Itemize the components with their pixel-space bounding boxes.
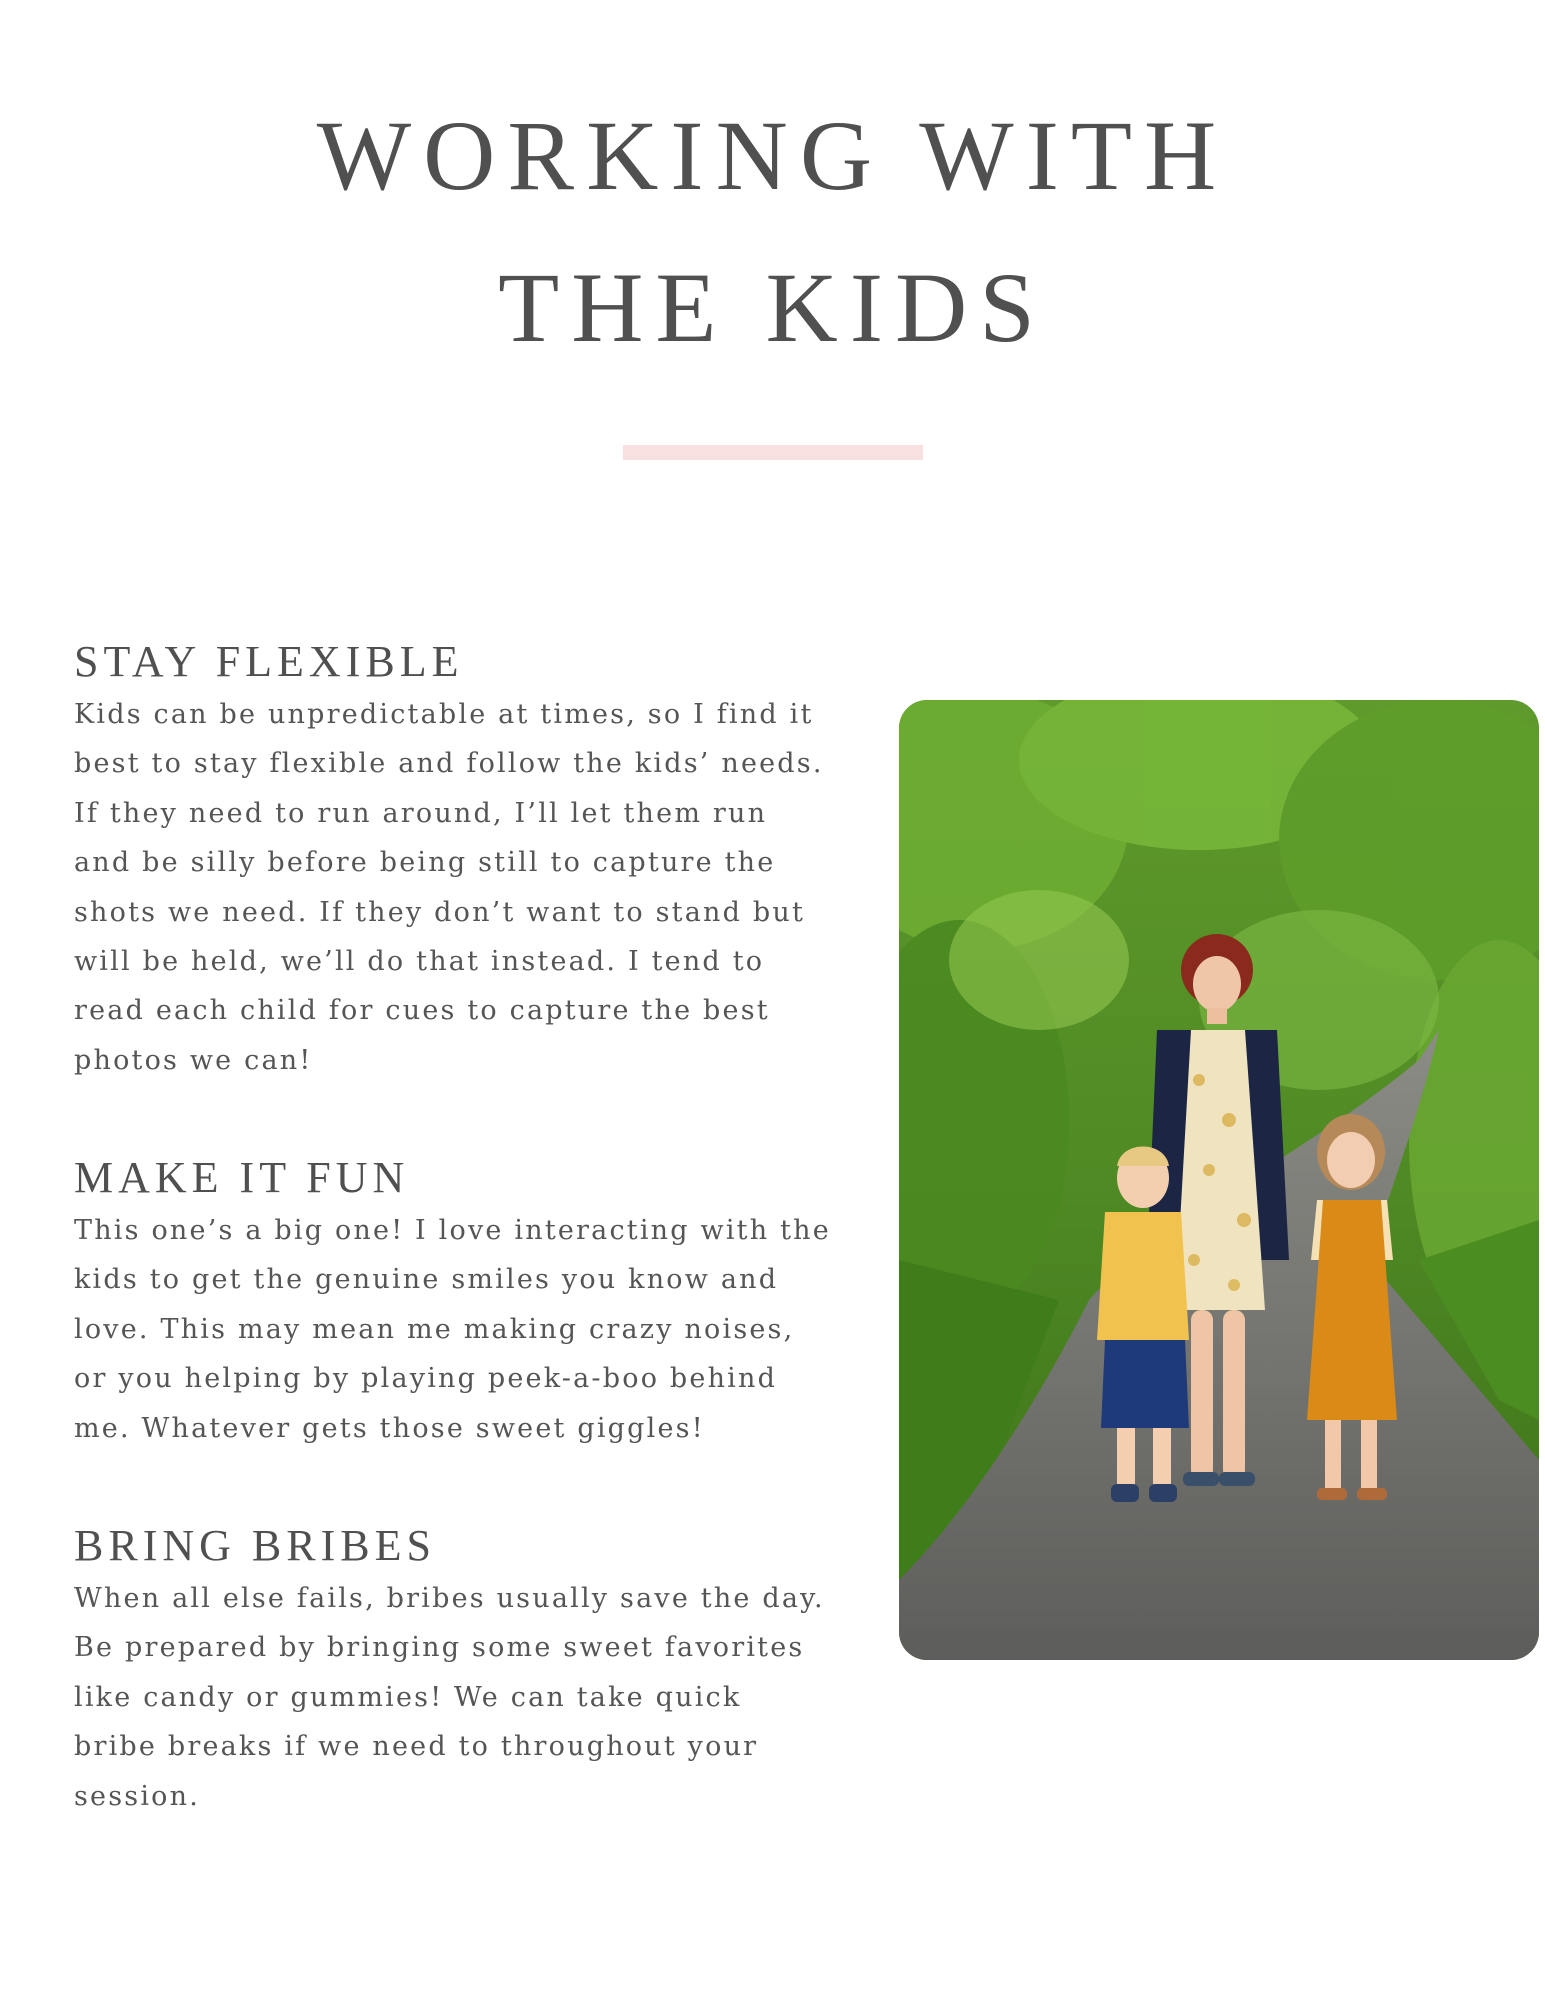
body-line: bribe breaks if we need to throughout your	[74, 1731, 759, 1763]
section-body	[74, 690, 854, 1085]
body-line: me. Whatever gets those sweet giggles!	[74, 1412, 705, 1444]
section-heading: BRING BRIBES	[74, 1521, 436, 1570]
body-line: This one’s a big one! I love interacting with the	[74, 1215, 831, 1246]
body-line: love. This may mean me making crazy noises,	[74, 1313, 795, 1345]
page-title-line-1: WORKING WITH	[316, 100, 1229, 211]
body-line: When all else fails, bribes usually save the day.	[74, 1583, 825, 1614]
body-line: and be silly before being still to capture the	[74, 847, 776, 879]
family-photo	[899, 700, 1539, 1660]
section-make-it-fun	[74, 1150, 854, 1453]
body-line: Be prepared by bringing some sweet favorites	[74, 1632, 805, 1664]
body-line: best to stay flexible and follow the kids’ needs.	[74, 748, 824, 780]
body-line: shots we need. If they don’t want to stand but	[74, 896, 805, 928]
section-body	[74, 1574, 854, 1821]
body-line: session.	[74, 1780, 201, 1812]
body-line: Kids can be unpredictable at times, so I find it	[74, 699, 814, 730]
section-stay-flexible	[74, 634, 854, 1085]
body-line: will be held, we’ll do that instead. I tend to	[74, 946, 765, 978]
page-title-line-2: THE KIDS	[498, 252, 1047, 363]
body-line: like candy or gummies! We can take quick	[74, 1681, 742, 1713]
body-line: kids to get the genuine smiles you know and	[74, 1264, 779, 1296]
section-heading: MAKE IT FUN	[74, 1153, 410, 1202]
body-line: read each child for cues to capture the best	[74, 995, 770, 1027]
body-line: or you helping by playing peek-a-boo behind	[74, 1363, 778, 1395]
page-title	[0, 80, 1545, 384]
section-heading: STAY FLEXIBLE	[74, 637, 464, 686]
title-divider	[623, 445, 923, 460]
body-line: If they need to run around, I’ll let them run	[74, 797, 768, 829]
body-line: photos we can!	[74, 1044, 313, 1076]
section-body	[74, 1206, 854, 1453]
section-bring-bribes	[74, 1518, 854, 1821]
